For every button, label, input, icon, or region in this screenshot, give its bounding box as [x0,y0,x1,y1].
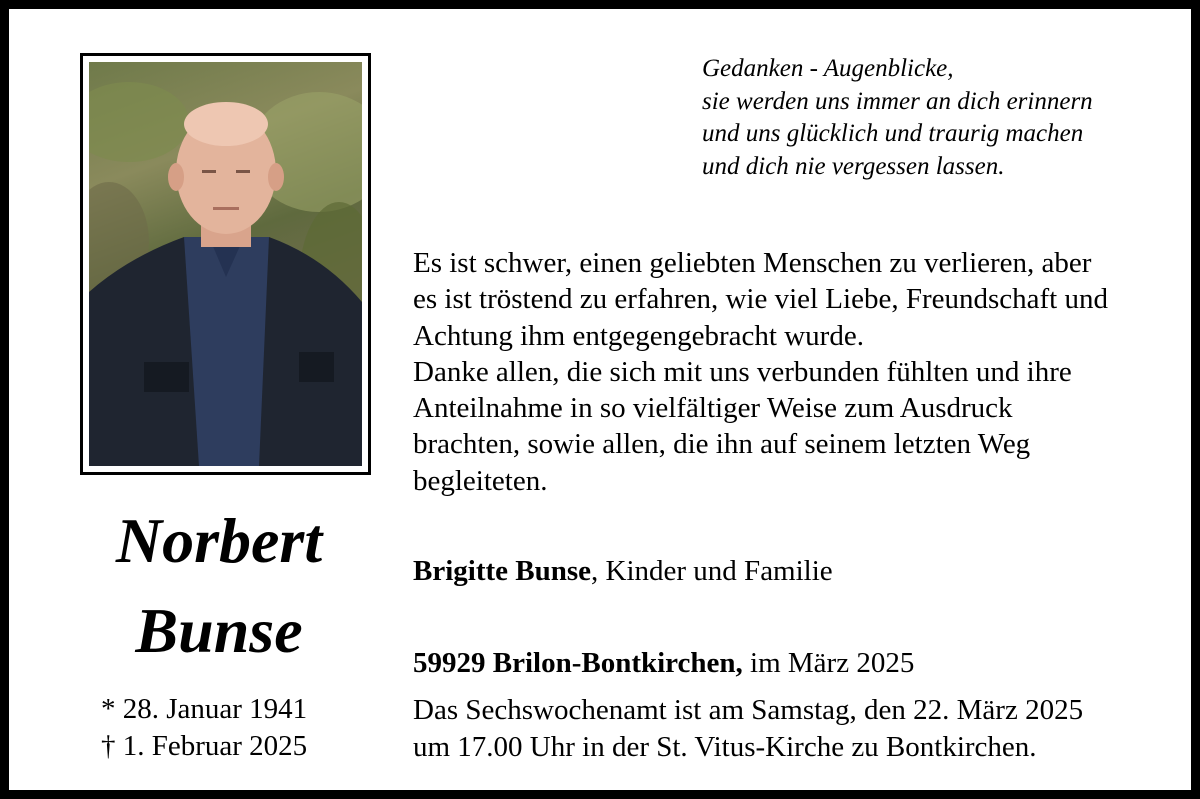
first-name: Norbert [115,505,323,576]
message-line: Anteilnahme in so vielfältiger Weise zum Ausdruck [413,392,1013,425]
poem-line: sie werden uns immer an dich erinnern [702,87,1093,115]
family-rest: , Kinder und Familie [591,555,833,587]
message-line: brachten, sowie allen, die ihn auf seinem letzten Weg [413,428,1031,461]
death-date: † 1. Februar 2025 [101,730,308,762]
last-name: Bunse [135,595,303,666]
thanks-message [413,245,1108,499]
message-line: es ist tröstend zu erfahren, wie viel Liebe, Freundschaft und [413,283,1108,316]
message-line: begleiteten. [413,464,548,497]
portrait-illustration [89,62,362,466]
poem-line: Gedanken - Augenblicke, [702,55,954,82]
family-signature [413,555,833,588]
poem-line: und uns glücklich und traurig machen [702,120,1084,147]
service-line: um 17.00 Uhr in der St. Vitus-Kirche zu Bontkirchen. [413,731,1037,763]
family-name: Brigitte Bunse [413,555,592,587]
message-line: Achtung ihm entgegengebracht wurde. [413,319,864,352]
poem [702,53,1093,183]
life-dates [101,691,307,765]
service-notice [413,692,1083,766]
birth-date: * 28. Januar 1941 [101,693,308,725]
place-location: 59929 Brilon-Bontkirchen, [413,647,743,679]
portrait-frame [80,53,371,475]
place-month: im März 2025 [742,647,915,679]
message-line: Danke allen, die sich mit uns verbunden fühlten und ihre [413,355,1072,388]
place-date [413,647,914,680]
message-line: Es ist schwer, einen geliebten Menschen zu verlieren, aber [413,247,1092,279]
service-line: Das Sechswochenamt ist am Samstag, den 22. März 2025 [413,694,1084,726]
poem-line: und dich nie vergessen lassen. [702,152,1005,180]
portrait-photo [89,62,362,466]
